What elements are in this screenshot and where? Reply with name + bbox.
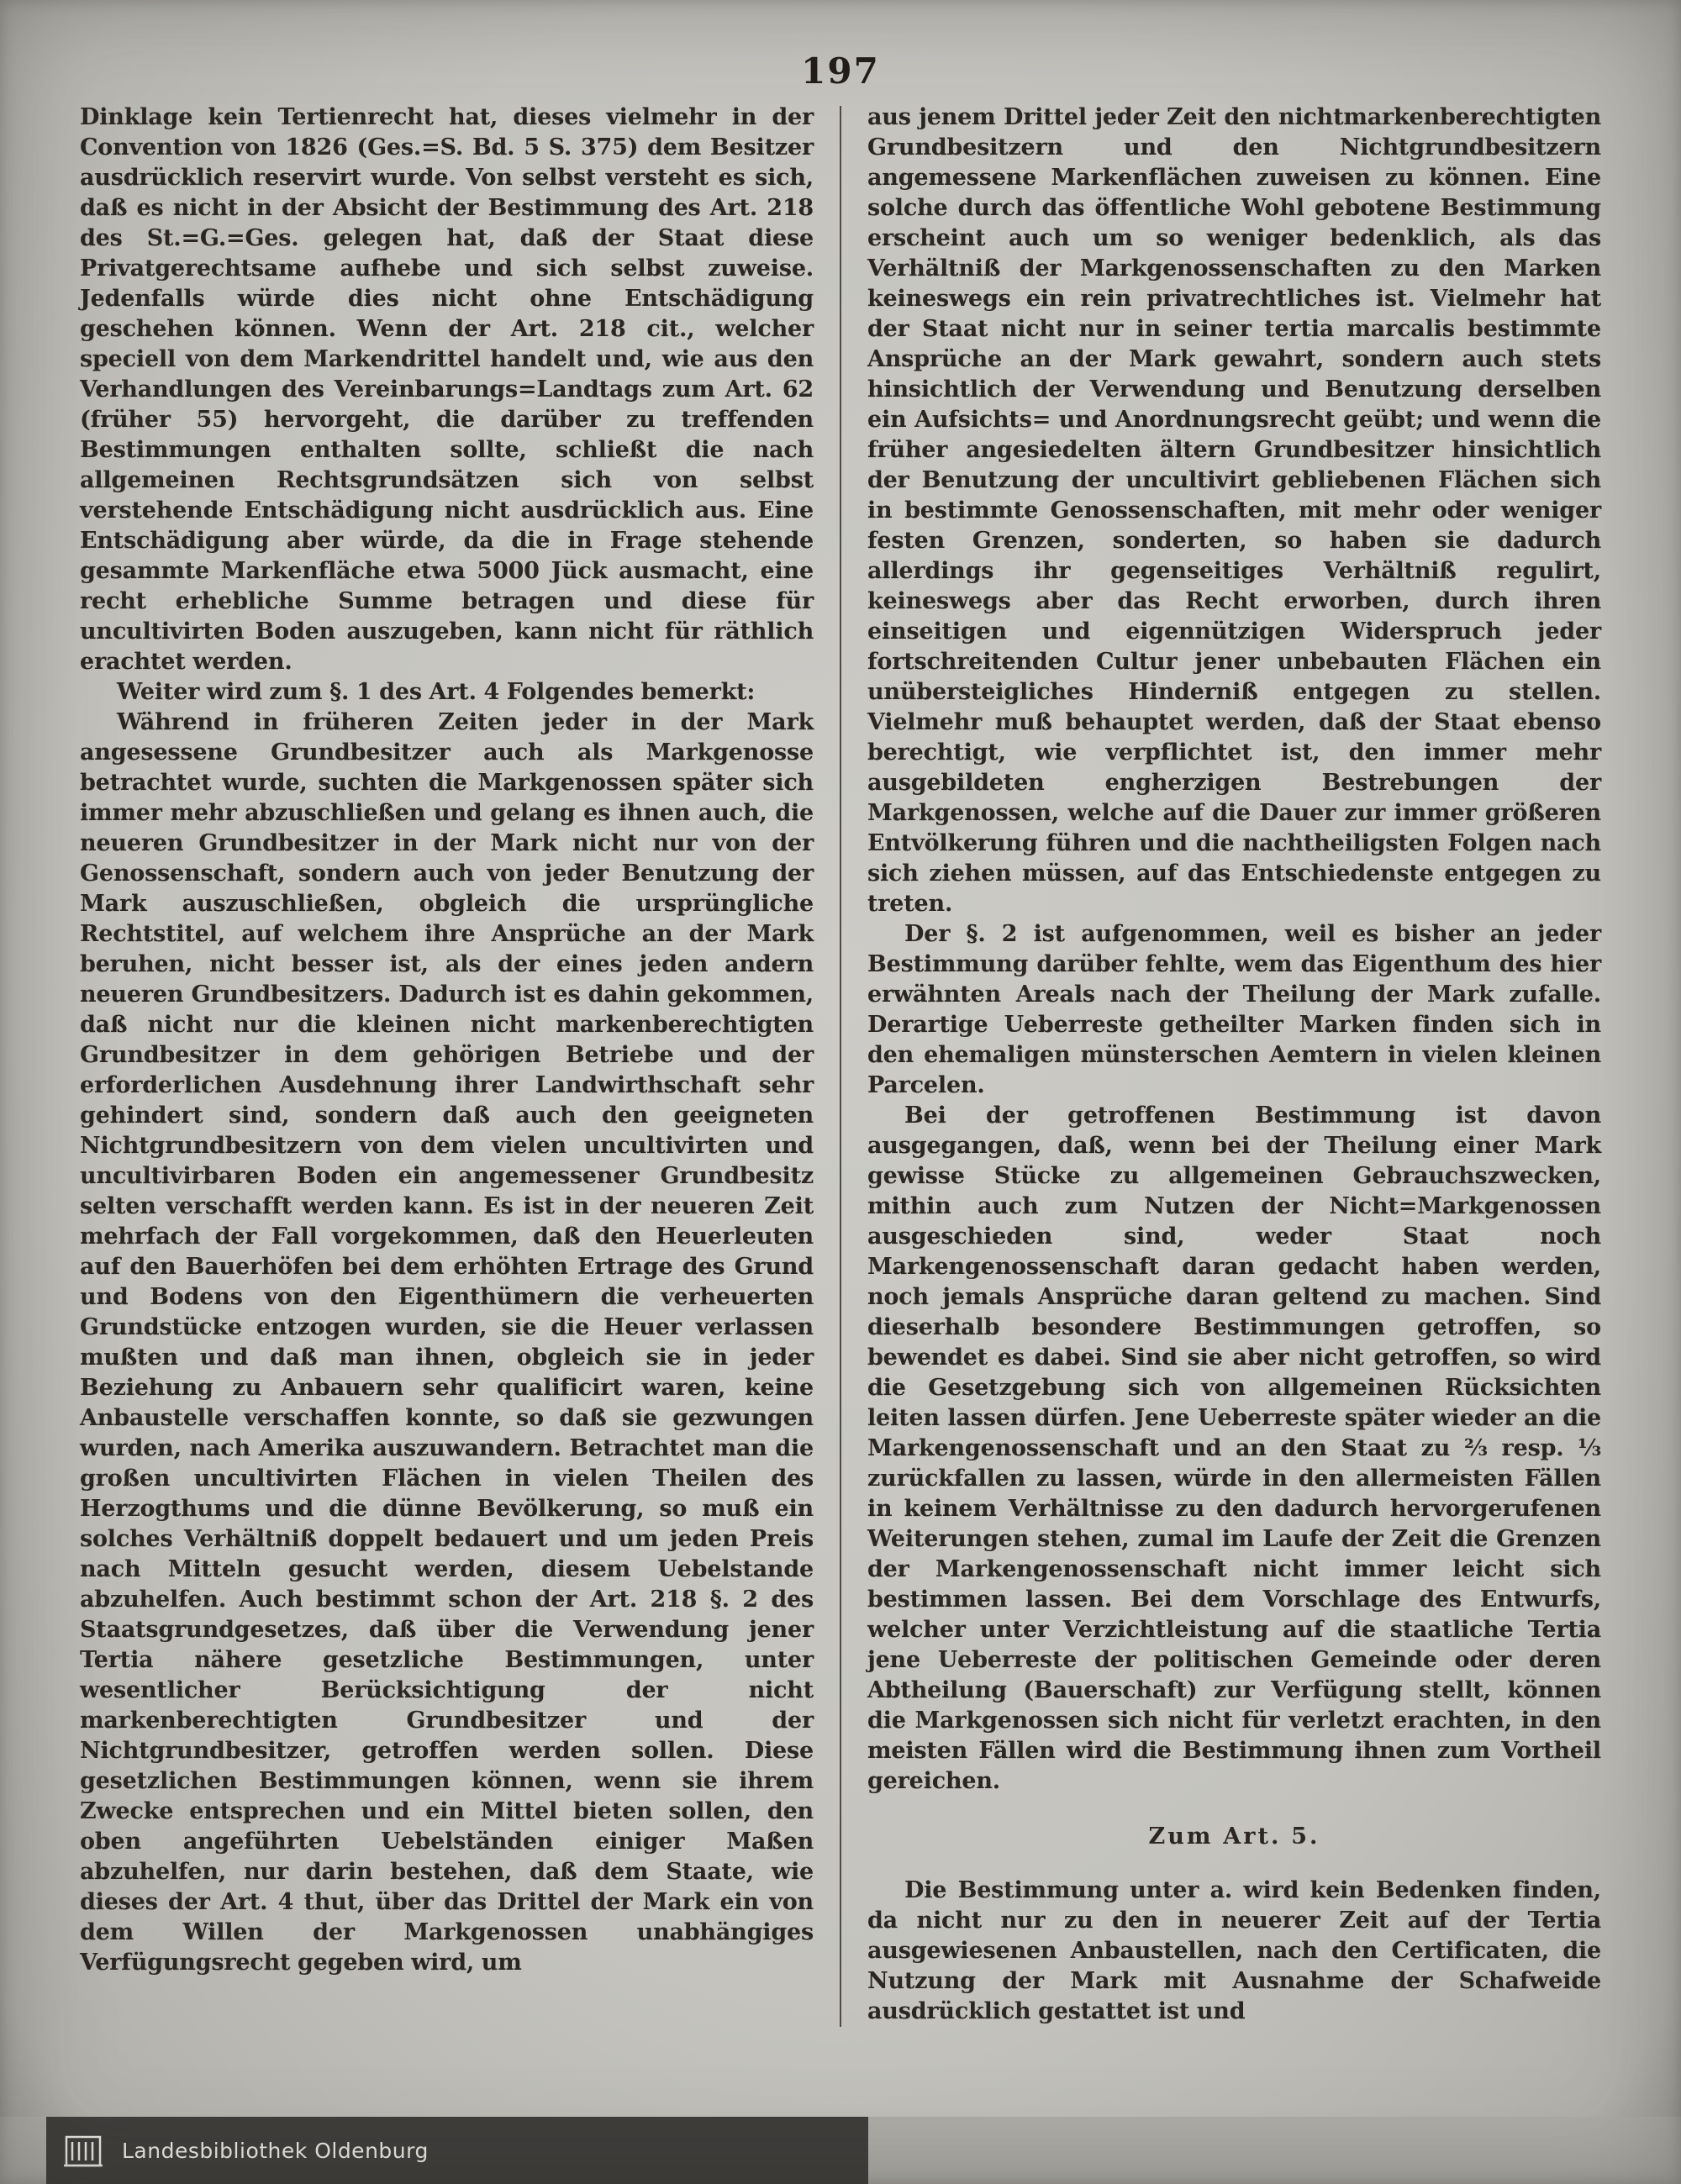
page-bottom-edge <box>0 2117 1681 2184</box>
paragraph: Während in früheren Zeiten jeder in der Mark angesessene Grundbesitzer auch als Markgenosse betrachtet wurde, suchten die Markgenossen später sich immer mehr abzuschließen und gelang es ihnen auch, die neueren Grundbesitzer in der Mark nicht nur von der Genossenschaft, sondern auch von jeder Benutzung der Mark auszuschließen, obgleich die ursprüngliche Rechtstitel, auf welchem ihre Ansprüche an der Mark beruhen, nicht besser ist, als der eines jeden andern neueren Grundbesitzers. Dadurch ist es dahin gekommen, daß nicht nur die kleinen nicht markenberechtigten Grundbesitzer in dem gehörigen Betriebe und der erforderlichen Ausdehnung ihrer Landwirthschaft sehr gehindert sind, sondern daß auch den geeigneten Nichtgrundbesitzern von dem vielen uncultivirten und uncultivirbaren Boden ein angemessener Grundbesitz selten verschafft werden kann. Es ist in der neueren Zeit mehrfach der Fall vorgekommen, daß den Heuerleuten auf den Bauerhöfen bei dem erhöhten Ertrage des Grund und Bodens von den Eigenthümern die verheuerten Grundstücke entzogen wurden, sie die Heuer verlassen mußten und daß man ihnen, obgleich sie in jeder Beziehung zu Anbauern sehr qualificirt waren, keine Anbaustelle verschaffen konnte, so daß sie gezwungen wurden, nach Amerika auszuwandern. Betrachtet man die großen uncultivirten Flächen in vielen Theilen des Herzogthums und die dünne Bevölkerung, so muß ein solches Verhältniß doppelt bedauert und um jeden Preis nach Mitteln gesucht werden, diesem Uebelstande abzuhelfen. Auch bestimmt schon der Art. 218 §. 2 des Staatsgrundgesetzes, daß über die Verwendung jener Tertia nähere gesetzliche Bestimmungen, unter wesentlicher Berücksichtigung der nicht markenberechtigten Grundbesitzer und der Nichtgrundbesitzer, getroffen werden sollen. Diese gesetzlichen Bestimmungen können, wenn sie ihrem Zwecke entsprechen und ein Mittel bieten sollen, den oben angeführten Uebelständen einiger Maßen abzuhelfen, nur darin bestehen, daß dem Staate, wie dieses der Art. 4 thut, über das Drittel der Mark ein von dem Willen der Markgenossen unabhängiges Verfügungsrecht gegeben wird, um <box>80 709 814 1976</box>
paragraph: Bei der getroffenen Bestimmung ist davon ausgegangen, daß, wenn bei der Theilung einer Mark gewisse Stücke zu allgemeinen Gebrauchszwecken, mithin auch zum Nutzen der Nicht=Markgenossen ausgeschieden sind, weder Staat noch Markengenossenschaft daran gedacht haben werden, noch jemals Ansprüche daran geltend zu machen. Sind dieserhalb besondere Bestimmungen getroffen, so bewendet es dabei. Sind sie aber nicht getroffen, so wird die Gesetzgebung sich von allgemeinen Rücksichten leiten lassen dürfen. Jene Ueberreste später wieder an die Markengenossenschaft und an den Staat zu ⅔ resp. ⅓ zurückfallen zu lassen, würde in den allermeisten Fällen in keinem Verhältnisse zu den dadurch hervorgerufenen Weiterungen stehen, zumal im Laufe der Zeit die Grenzen der Markengenossenschaft nicht immer leicht sich bestimmen lassen. Bei dem Vorschlage des Entwurfs, welcher unter Verzichtleistung auf die staatliche Tertia jene Ueberreste der politischen Gemeinde oder deren Abtheilung (Bauerschaft) zur Verfügung stellt, können die Markgenossen sich nicht für verletzt erachten, in den meisten Fällen wird die Bestimmung ihnen zum Vortheil gereichen. <box>867 1103 1601 1794</box>
paragraph: aus jenem Drittel jeder Zeit den nichtmarkenberechtigten Grundbesitzern und den Nichtgrundbesitzern angemessene Markenflächen zuweisen zu können. Eine solche durch das öffentliche Wohl gebotene Bestimmung erscheint auch um so weniger bedenklich, als das Verhältniß der Markgenossenschaften zu den Marken keineswegs ein rein privatrechtliches ist. Vielmehr hat der Staat nicht nur in seiner tertia marcalis bestimmte Ansprüche an der Mark gewahrt, sondern auch stets hinsichtlich der Verwendung und Benutzung derselben ein Aufsichts= und Anordnungsrecht geübt; und wenn die früher angesiedelten ältern Grundbesitzer hinsichtlich der Benutzung der uncultivirt gebliebenen Flächen sich in bestimmte Genossenschaften, mit mehr oder weniger festen Grenzen, sonderten, so haben sie dadurch allerdings ihr gegenseitiges Verhältniß regulirt, keineswegs aber das Recht erworben, durch ihren einseitigen und eigennützigen Widerspruch jeder fortschreitenden Cultur jener unbebauten Flächen ein unübersteigliches Hinderniß entgegen zu stellen. Vielmehr muß behauptet werden, daß der Staat ebenso berechtigt, wie verpflichtet ist, den immer mehr ausgebildeten engherzigen Bestrebungen der Markgenossen, welche auf die Dauer zur immer größeren Entvölkerung führen und die nachtheiligsten Folgen nach sich ziehen müssen, auf das Entschiedenste entgegen zu treten. <box>867 104 1601 917</box>
library-building-icon <box>61 2129 105 2172</box>
page-number: 197 <box>801 50 880 92</box>
watermark-label: Landesbibliothek Oldenburg <box>122 2138 429 2163</box>
watermark-bar <box>46 2117 868 2184</box>
section-heading: Zum Art. 5. <box>1148 1824 1320 1850</box>
paragraph: Dinklage kein Tertienrecht hat, dieses vielmehr in der Convention von 1826 (Ges.=S. Bd. 5 S. 375) dem Besitzer ausdrücklich reservirt wurde. Von selbst versteht es sich, daß es nicht in der Absicht der Bestimmung des Art. 218 des St.=G.=Ges. gelegen hat, daß der Staat diese Privatgerechtsame aufhebe und sich selbst zuweise. Jedenfalls würde dies nicht ohne Entschädigung geschehen können. Wenn der Art. 218 cit., welcher speciell von dem Markendrittel handelt und, wie aus den Verhandlungen des Vereinbarungs=Landtags zum Art. 62 (früher 55) hervorgeht, die darüber zu treffenden Bestimmungen enthalten sollte, schließt die nach allgemeinen Rechtsgrundsätzen sich von selbst verstehende Entschädigung nicht ausdrücklich aus. Eine Entschädigung aber würde, da die in Frage stehende gesammte Markenfläche etwa 5000 Jück ausmacht, eine recht erhebliche Summe betragen und diese für uncultivirten Boden auszugeben, kann nicht für räthlich erachtet werden. <box>80 104 814 675</box>
text-columns <box>80 103 1603 2027</box>
paragraph: Der §. 2 ist aufgenommen, weil es bisher an jeder Bestimmung darüber fehlte, wem das Eigenthum des hier erwähnten Areals nach der Theilung der Mark zufalle. Derartige Ueberreste getheilter Marken finden sich in den ehemaligen münsterschen Aemtern in vielen kleinen Parcelen. <box>867 921 1601 1098</box>
paragraph: Die Bestimmung unter a. wird kein Bedenken finden, da nicht nur zu den in neuerer Zeit auf der Tertia ausgewiesenen Anbaustellen, nach den Certificaten, die Nutzung der Mark mit Ausnahme der Schafweide ausdrücklich gestattet ist und <box>867 1877 1601 2024</box>
right-column <box>867 103 1601 2027</box>
left-column <box>80 103 814 2027</box>
paragraph: Weiter wird zum §. 1 des Art. 4 Folgendes bemerkt: <box>117 679 756 705</box>
column-divider <box>840 106 841 2027</box>
